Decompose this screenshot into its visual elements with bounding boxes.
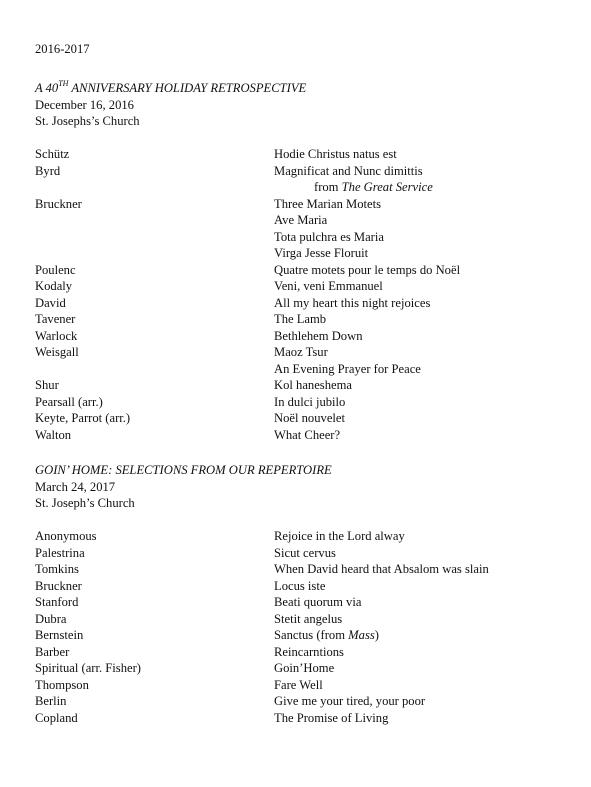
work-title: The Promise of Living — [274, 710, 389, 725]
composer — [35, 212, 274, 229]
program-row — [35, 611, 575, 628]
composer: Byrd — [35, 163, 61, 178]
program-row — [35, 262, 575, 279]
program-row — [35, 594, 575, 611]
concert-title-prefix: A 40 — [35, 81, 59, 95]
composer: Bruckner — [35, 578, 82, 593]
work-title: Sicut cervus — [274, 545, 336, 560]
program-row — [35, 229, 575, 246]
composer: Copland — [35, 710, 78, 725]
composer: Berlin — [35, 694, 67, 708]
work-title-italic: The Great Service — [341, 180, 433, 194]
program-row — [35, 361, 575, 378]
work-title: Tota pulchra es Maria — [274, 229, 384, 244]
composer: Dubra — [35, 611, 67, 626]
concert-date: December 16, 2016 — [35, 97, 134, 112]
composer: Bruckner — [35, 196, 82, 211]
program-row — [35, 578, 575, 595]
work-title-prefix: from — [314, 180, 342, 194]
composer: Shur — [35, 378, 59, 392]
composer: Bernstein — [35, 628, 84, 642]
program-row — [35, 212, 575, 229]
work-title — [274, 627, 575, 644]
concert-section — [35, 80, 575, 443]
work-title: Veni, veni Emmanuel — [274, 279, 383, 293]
composer — [35, 179, 274, 196]
program-row — [35, 311, 575, 328]
composer: Warlock — [35, 328, 78, 343]
work-title: All my heart this night rejoices — [274, 295, 431, 310]
program-row — [35, 627, 575, 644]
program-row — [35, 179, 575, 196]
program-row — [35, 295, 575, 312]
program-row — [35, 278, 575, 295]
season-heading: 2016-2017 — [35, 42, 90, 56]
work-title: Bethlehem Down — [274, 328, 363, 343]
composer: Spiritual (arr. Fisher) — [35, 661, 141, 675]
concert-title-suffix: ANNIVERSARY HOLIDAY RETROSPECTIVE — [68, 81, 307, 95]
work-title: What Cheer? — [274, 427, 341, 442]
composer: Walton — [35, 427, 72, 442]
program-row — [35, 245, 575, 262]
work-title: Three Marian Motets — [274, 196, 382, 211]
program-list — [35, 528, 575, 726]
program-row — [35, 328, 575, 345]
work-title: Reincarntions — [274, 644, 344, 659]
program-row — [35, 677, 575, 694]
composer: Pearsall (arr.) — [35, 394, 103, 409]
composer: David — [35, 295, 66, 310]
program-row — [35, 344, 575, 361]
work-title: Hodie Christus natus est — [274, 147, 397, 161]
concert-date: March 24, 2017 — [35, 479, 116, 494]
work-title: Locus iste — [274, 578, 326, 593]
work-title: Ave Maria — [274, 213, 328, 227]
work-title: Noël nouvelet — [274, 411, 345, 425]
program-row — [35, 394, 575, 411]
composer: Thompson — [35, 677, 89, 692]
composer: Stanford — [35, 595, 79, 609]
work-title: Quatre motets pour le temps do Noël — [274, 262, 461, 277]
work-title: Goin’Home — [274, 661, 335, 675]
work-title: In dulci jubilo — [274, 394, 346, 409]
composer: Keyte, Parrot (arr.) — [35, 411, 131, 425]
concert-venue: St. Josephs’s Church — [35, 114, 140, 128]
work-title: Maoz Tsur — [274, 345, 328, 359]
work-title: Kol haneshema — [274, 378, 352, 392]
work-title: Give me your tired, your poor — [274, 694, 426, 708]
program-row — [35, 561, 575, 578]
work-title: Stetit angelus — [274, 611, 343, 626]
program-row — [35, 710, 575, 727]
composer — [35, 229, 274, 246]
composer — [35, 245, 274, 262]
composer: Kodaly — [35, 279, 73, 293]
concert-title: GOIN’ HOME: SELECTIONS FROM OUR REPERTOIRE — [35, 463, 332, 477]
composer: Tavener — [35, 312, 76, 326]
work-title: The Lamb — [274, 312, 327, 326]
work-title: Rejoice in the Lord alway — [274, 529, 405, 543]
work-title — [274, 179, 575, 196]
concert-section — [35, 462, 575, 726]
program-row — [35, 693, 575, 710]
work-title-italic: Mass — [348, 628, 375, 642]
work-title: Beati quorum via — [274, 595, 362, 609]
program-row — [35, 377, 575, 394]
program-row — [35, 644, 575, 661]
work-title: Virga Jesse Floruit — [274, 246, 369, 260]
program-row — [35, 410, 575, 427]
program-row — [35, 146, 575, 163]
composer: Poulenc — [35, 262, 76, 277]
composer: Anonymous — [35, 529, 97, 543]
program-row — [35, 163, 575, 180]
concert-venue: St. Joseph’s Church — [35, 496, 135, 510]
composer — [35, 361, 274, 378]
program-list — [35, 146, 575, 443]
program-row — [35, 660, 575, 677]
work-title: Fare Well — [274, 677, 323, 692]
work-title-prefix: Sanctus (from — [274, 628, 349, 642]
composer: Palestrina — [35, 545, 85, 560]
program-row — [35, 196, 575, 213]
work-title: When David heard that Absalom was slain — [274, 562, 489, 576]
concert-title — [35, 80, 575, 97]
program-row — [35, 427, 575, 444]
composer: Weisgall — [35, 345, 79, 359]
work-title-suffix: ) — [374, 628, 379, 642]
program-row — [35, 528, 575, 545]
program-row — [35, 545, 575, 562]
composer: Barber — [35, 644, 70, 659]
composer: Schütz — [35, 147, 70, 161]
work-title: Magnificat and Nunc dimittis — [274, 163, 423, 178]
work-title: An Evening Prayer for Peace — [274, 361, 421, 376]
concert-title-superscript: TH — [58, 78, 69, 88]
composer: Tomkins — [35, 562, 79, 576]
